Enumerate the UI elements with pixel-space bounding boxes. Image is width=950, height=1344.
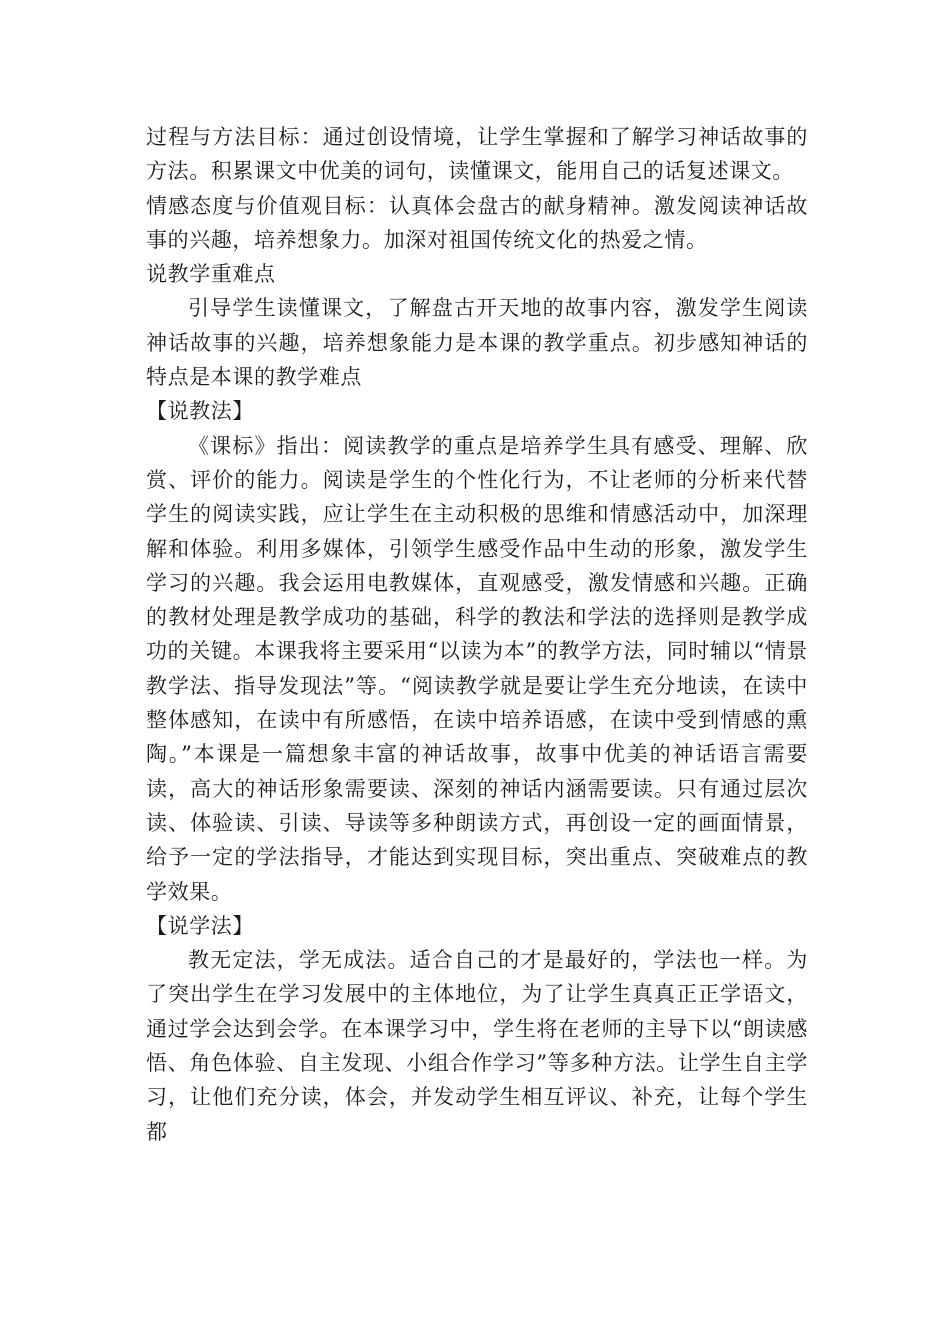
heading-key-points: 说教学重难点 [146, 262, 276, 287]
heading-learning-method: 【说学法】 [146, 913, 254, 938]
paragraph-learning-method: 教无定法，学无成法。适合自己的才是最好的，学法也一样。为了突出学生在学习发展中的主体地位，为了让学生真真正正学语文，通过学会达到会学。在本课学习中，学生将在老师的主导下以“朗读感悟、角色体验、自主发现、小组合作学习”等多种方法。让学生自主学习，让他们充分读，体会，并发动学生相互评议、补充，让每个学生都 [146, 948, 808, 1144]
paragraph-emotion-value-goal: 情感态度与价值观目标：认真体会盘古的献身精神。激发阅读神话故事的兴趣，培养想象力。加深对祖国传统文化的热爱之情。 [146, 193, 808, 252]
heading-teaching-method: 【说教法】 [146, 399, 254, 424]
document-body [146, 120, 808, 1149]
paragraph-process-method-goal: 过程与方法目标：通过创设情境，让学生掌握和了解学习神话故事的方法。积累课文中优美的词句，读懂课文，能用自己的话复述课文。 [146, 125, 808, 184]
paragraph-teaching-method: 《课标》指出：阅读教学的重点是培养学生具有感受、理解、欣赏、评价的能力。阅读是学生的个性化行为，不让老师的分析来代替学生的阅读实践，应让学生在主动积极的思维和情感活动中，加深理解和体验。利用多媒体，引领学生感受作品中生动的形象，激发学生学习的兴趣。我会运用电教媒体，直观感受，激发情感和兴趣。正确的教材处理是教学成功的基础，科学的教法和学法的选择则是教学成功的关键。本课我将主要采用“以读为本”的教学方法，同时辅以“情景教学法、指导发现法”等。“阅读教学就是要让学生充分地读，在读中整体感知，在读中有所感悟，在读中培养语感，在读中受到情感的熏陶。”本课是一篇想象丰富的神话故事，故事中优美的神话语言需要读，高大的神话形象需要读、深刻的神话内涵需要读。只有通过层次读、体验读、引读、导读等多种朗读方式，再创设一定的画面情景，给予一定的学法指导，才能达到实现目标，突出重点、突破难点的教学效果。 [146, 433, 808, 904]
paragraph-key-points: 引导学生读懂课文，了解盘古开天地的故事内容，激发学生阅读神话故事的兴趣，培养想象能力是本课的教学重点。初步感知神话的特点是本课的教学难点 [146, 296, 808, 390]
